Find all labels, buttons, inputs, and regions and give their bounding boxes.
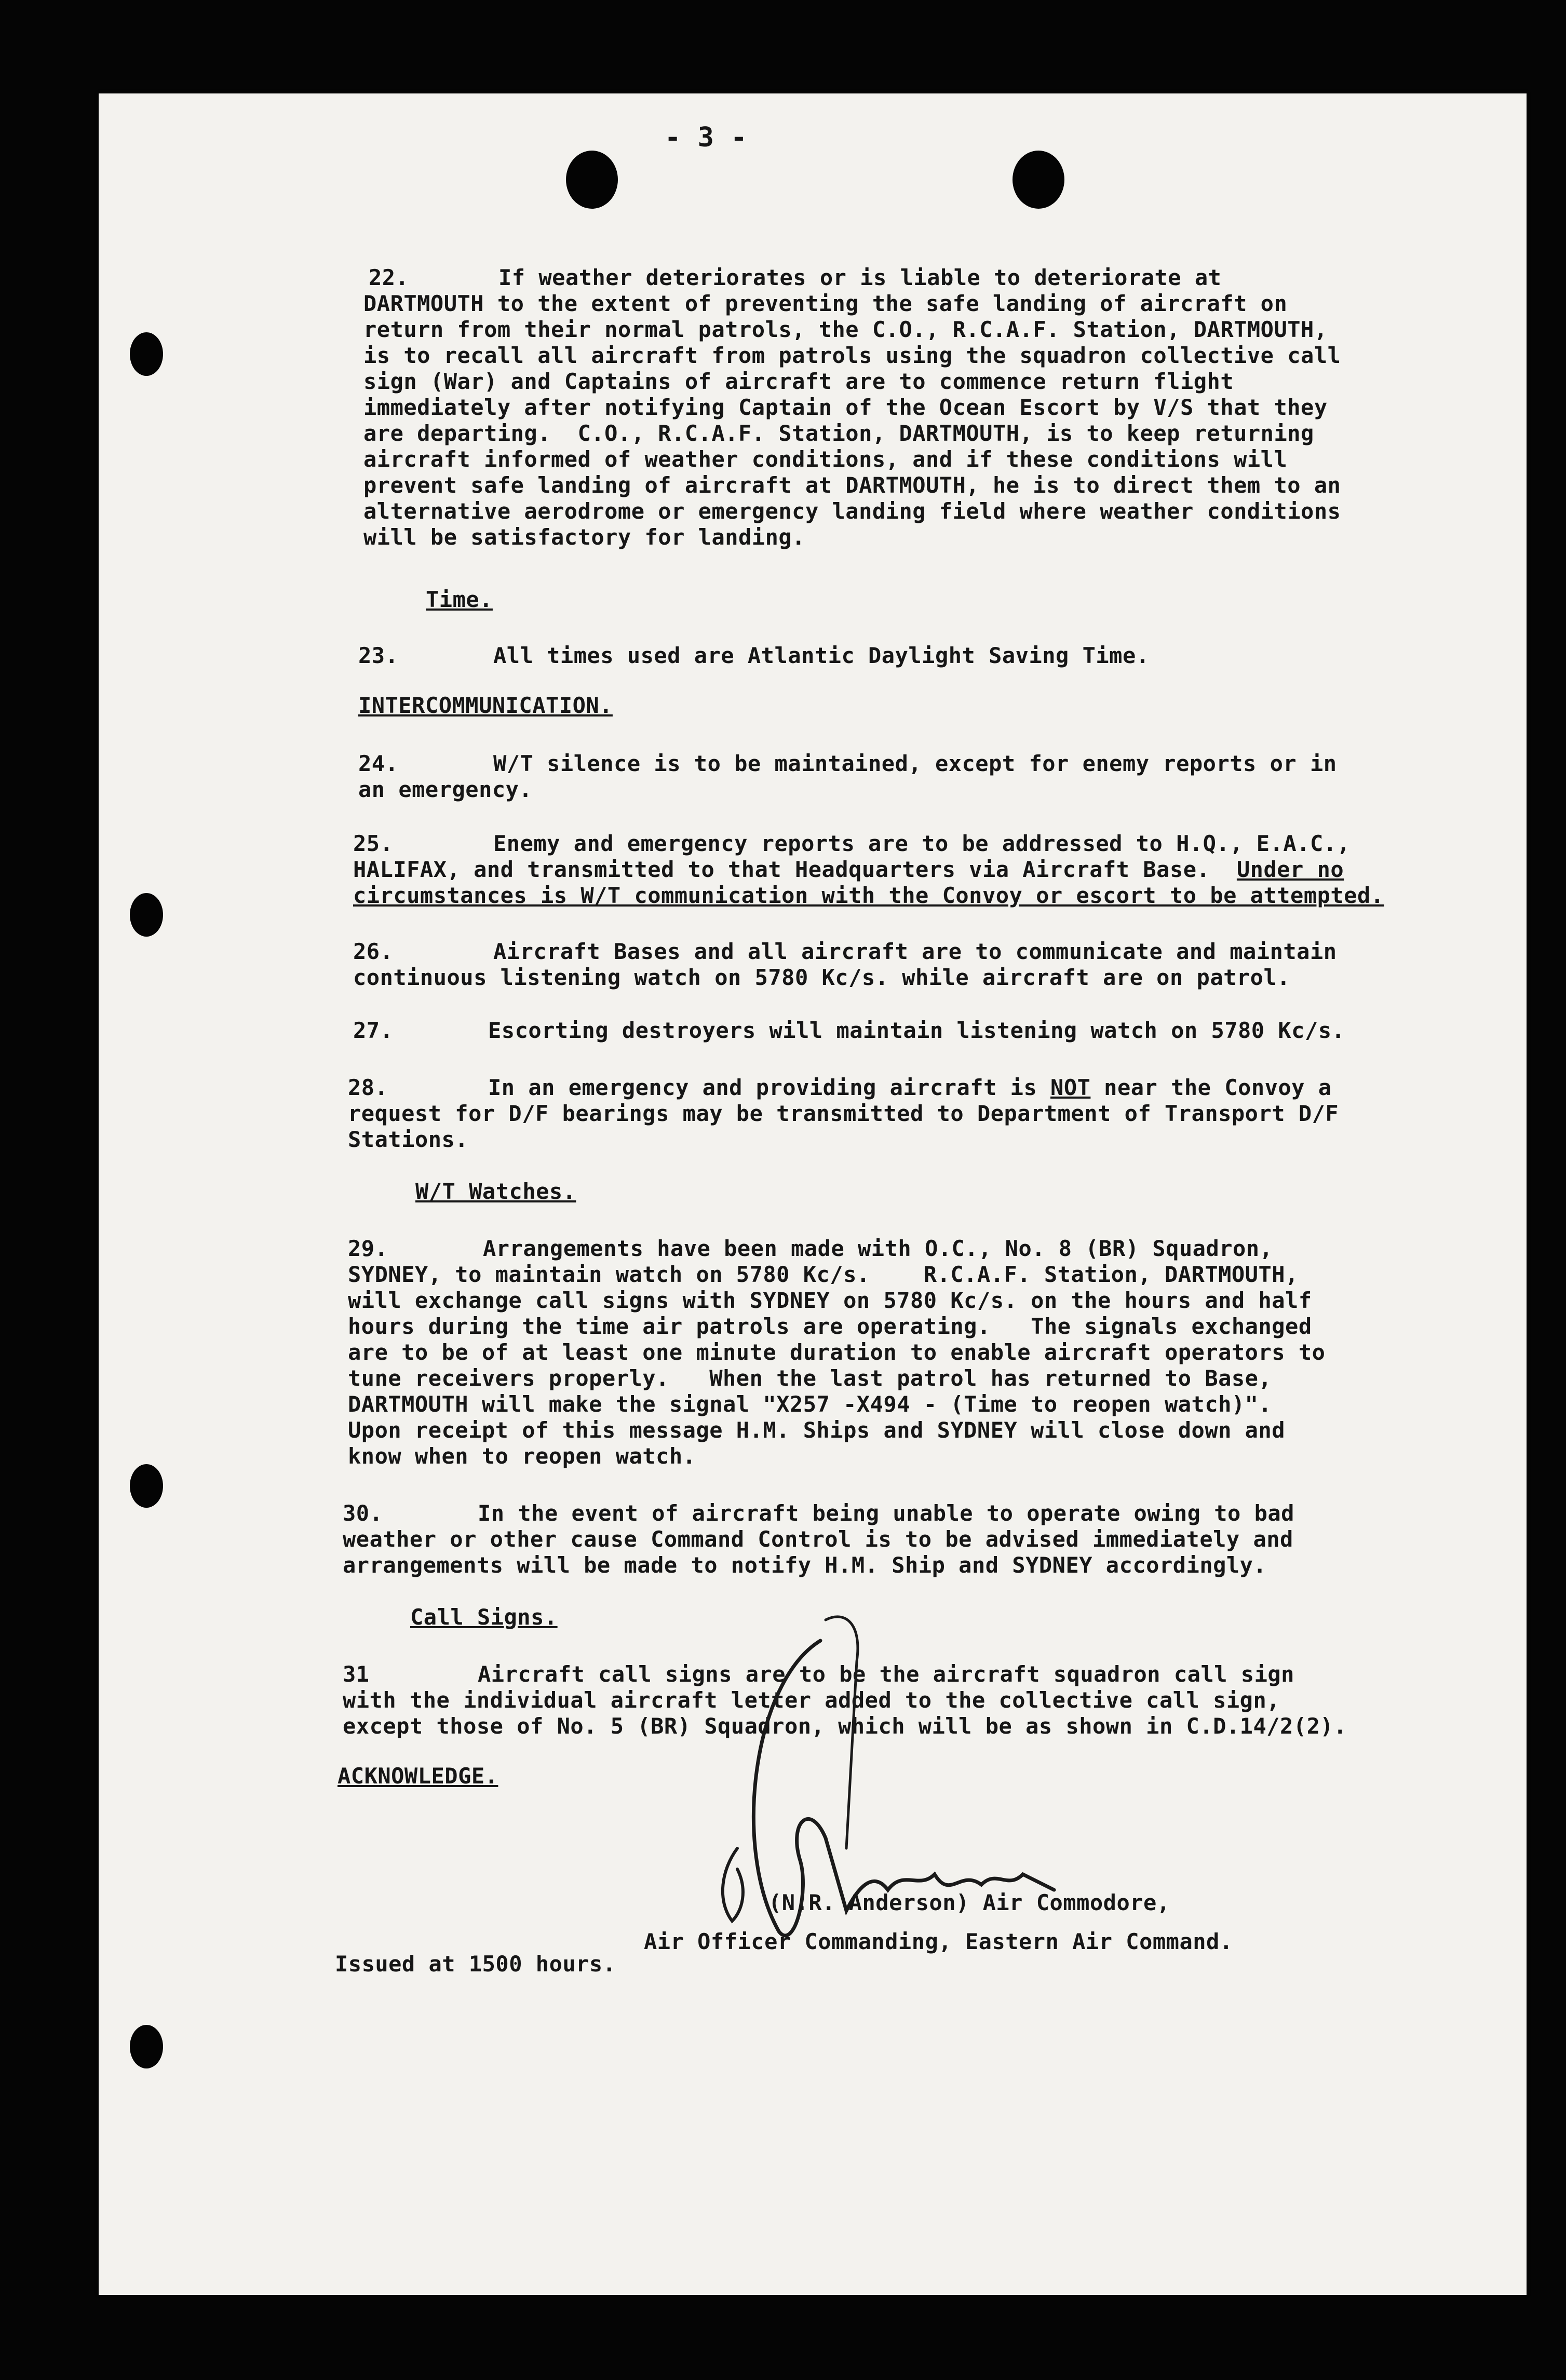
para-number: 26. [353, 939, 394, 964]
paragraph-22 [369, 265, 1527, 291]
para-line: arrangements will be made to notify H.M. Ship and SYDNEY accordingly. [343, 1552, 1267, 1578]
paragraph-23 [358, 643, 1516, 669]
acknowledge: ACKNOWLEDGE. [338, 1763, 498, 1789]
paragraph-28 [348, 1075, 1506, 1153]
heading-time: Time. [426, 587, 493, 612]
issued-time: Issued at 1500 hours. [335, 1951, 616, 1977]
para-number: 27. [353, 1018, 394, 1043]
paragraph-29 [348, 1236, 1506, 1469]
para-number: 23. [358, 643, 399, 668]
paragraph-25 [353, 831, 1511, 909]
para-line: DARTMOUTH to the extent of preventing the safe landing of aircraft on [363, 291, 1288, 316]
para-number: 24. [358, 751, 399, 776]
para-line: W/T silence is to be maintained, except for enemy reports or in [493, 751, 1337, 776]
para-number: 25. [353, 831, 394, 856]
para-line-underlined: NOT [1050, 1075, 1091, 1100]
para-line: DARTMOUTH will make the signal "X257 -X494 - (Time to reopen watch)". [348, 1391, 1272, 1417]
para-line: alternative aerodrome or emergency landing field where weather conditions [363, 498, 1341, 524]
page-number: - 3 - [665, 122, 748, 153]
para-line: aircraft informed of weather conditions, and if these conditions will [363, 447, 1288, 472]
paragraph-30 [343, 1500, 1501, 1578]
heading-call-signs: Call Signs. [410, 1604, 558, 1630]
para-line: will be satisfactory for landing. [363, 524, 805, 550]
para-line: Escorting destroyers will maintain listening watch on 5780 Kc/s. [488, 1018, 1345, 1043]
para-line: return from their normal patrols, the C.O., R.C.A.F. Station, DARTMOUTH, [363, 317, 1328, 342]
para-line: In an emergency and providing aircraft is [488, 1075, 1051, 1100]
paragraph-27 [353, 1018, 1511, 1044]
paragraph-24 [358, 751, 1516, 803]
para-number: 29. [348, 1236, 388, 1261]
para-line: Upon receipt of this message H.M. Ships and SYDNEY will close down and [348, 1417, 1286, 1443]
para-line: Stations. [348, 1127, 469, 1152]
para-line: an emergency. [358, 777, 533, 802]
para-line-underlined: Under no [1236, 857, 1344, 882]
para-line: tune receivers properly. When the last patrol has returned to Base, [348, 1365, 1272, 1391]
para-line: SYDNEY, to maintain watch on 5780 Kc/s. R.C.A.F. Station, DARTMOUTH, [348, 1262, 1299, 1287]
para-line: Aircraft Bases and all aircraft are to communicate and maintain [493, 939, 1337, 964]
heading-wt-watches: W/T Watches. [415, 1179, 576, 1204]
paragraph-26 [353, 939, 1511, 991]
para-line: are to be of at least one minute duration to enable aircraft operators to [348, 1340, 1326, 1365]
para-line-underlined: circumstances is W/T communication with the Convoy or escort to be attempted. [353, 883, 1384, 908]
para-line: is to recall all aircraft from patrols using the squadron collective call [363, 343, 1341, 368]
para-number: 22. [369, 265, 409, 290]
signatory-name-line: (N.R. Anderson) Air Commodore, [768, 1890, 1170, 1915]
para-line: weather or other cause Command Control is to be advised immediately and [343, 1526, 1293, 1552]
paragraph-22-body [363, 291, 1521, 550]
para-number: 30. [343, 1500, 383, 1526]
para-line: If weather deteriorates or is liable to deteriorate at [498, 265, 1222, 290]
para-line: All times used are Atlantic Daylight Saving Time. [493, 643, 1150, 668]
para-line: request for D/F bearings may be transmitted to Department of Transport D/F [348, 1101, 1339, 1126]
para-line: HALIFAX, and transmitted to that Headquarters via Aircraft Base. [353, 857, 1237, 882]
signatory-title: Air Officer Commanding, Eastern Air Command. [644, 1929, 1233, 1954]
para-line: immediately after notifying Captain of the Ocean Escort by V/S that they [363, 395, 1328, 420]
para-number: 31 [343, 1661, 370, 1687]
para-line: prevent safe landing of aircraft at DARTMOUTH, he is to direct them to an [363, 472, 1341, 498]
para-line: hours during the time air patrols are operating. The signals exchanged [348, 1314, 1312, 1339]
para-line: Enemy and emergency reports are to be addressed to H.Q., E.A.C., [493, 831, 1351, 856]
para-line: Arrangements have been made with O.C., No. 8 (BR) Squadron, [483, 1236, 1273, 1261]
para-line: with the individual aircraft letter added to the collective call sign, [343, 1687, 1280, 1713]
para-line: near the Convoy a [1090, 1075, 1332, 1100]
para-line: sign (War) and Captains of aircraft are to commence return flight [363, 369, 1234, 394]
para-line: In the event of aircraft being unable to operate owing to bad [478, 1500, 1294, 1526]
para-line: will exchange call signs with SYDNEY on 5780 Kc/s. on the hours and half [348, 1288, 1312, 1313]
para-line: know when to reopen watch. [348, 1443, 696, 1469]
para-line: are departing. C.O., R.C.A.F. Station, DARTMOUTH, is to keep returning [363, 421, 1314, 446]
heading-intercommunication: INTERCOMMUNICATION. [358, 693, 613, 718]
para-number: 28. [348, 1075, 388, 1100]
para-line: continuous listening watch on 5780 Kc/s. while aircraft are on patrol. [353, 965, 1291, 990]
para-line: except those of No. 5 (BR) Squadron, which will be as shown in C.D.14/2(2). [343, 1713, 1347, 1739]
para-line: Aircraft call signs are to be the aircraft squadron call sign [478, 1661, 1294, 1687]
